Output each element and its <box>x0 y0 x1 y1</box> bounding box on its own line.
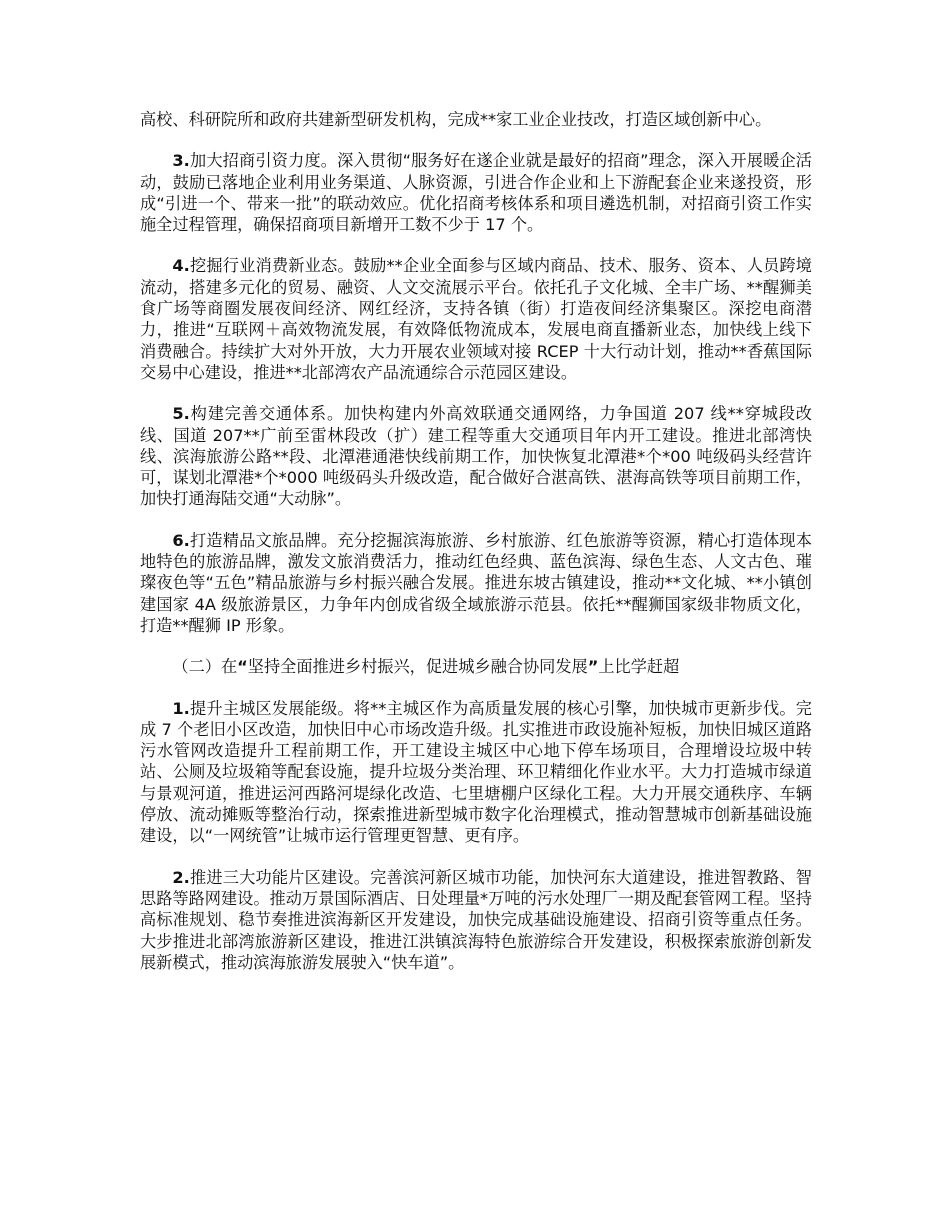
paragraph-text: 构建完善交通体系。加快构建内外高效联通交通网络，力争国道 207 线**穿城段改线、国道 207**广前至雷林段改（扩）建工程等重大交通项目年内开工建设。推进北部湾快线、滨海旅游公路**段、北潭港通港快线前期工作，加快恢复北潭港*个*00 吨级码头经营许可，谋划北潭港*个*000 吨级码头升级改造，配合做好合湛高铁、湛海高铁等项目前期工作，加快打通海陆交通“大动脉”。 <box>140 404 812 509</box>
section-heading-suffix: 上比学赶超 <box>598 657 680 677</box>
paragraph-item-1 <box>140 698 812 847</box>
section-heading-title: 坚持全面推进乡村振兴，促进城乡融合协同发展 <box>247 657 588 677</box>
paragraph-item-6 <box>140 530 812 636</box>
paragraph-continuation <box>140 109 812 130</box>
paragraph-text: 提升主城区发展能级。将**主城区作为高质量发展的核心引擎，加快城市更新步伐。完成 7 个老旧小区改造，加快旧中心市场改造升级。扎实推进市政设施补短板，加快旧城区道路污水管网改造提升工程前期工作，开工建设主城区中心地下停车场项目，合理增设垃圾中转站、公厕及垃圾箱等配套设施，提升垃圾分类治理、环卫精细化作业水平。大力打造城市绿道与景观河道，推进运河西路河堤绿化改造、七里塘棚户区绿化工程。大力开展交通秩序、车辆停放、流动摊贩等整治行动，探索推进新型城市数字化治理模式，推动智慧城市创新基础设施建设，以“一网统管”让城市运行管理更智慧、更有序。 <box>140 698 812 846</box>
section-heading-close-quote: ” <box>587 657 599 677</box>
section-heading-prefix: （二）在 <box>172 657 238 677</box>
paragraph-text: 挖掘行业消费新业态。鼓励**企业全面参与区域内商品、技术、服务、资本、人员跨境流动，搭建多元化的贸易、融资、人文交流展示平台。依托孔子文化城、全丰广场、**醒狮美食广场等商圈发展夜间经济、网红经济，支持各镇（街）打造夜间经济集聚区。深挖电商潜力，推进“互联网＋高效物流发展，有效降低物流成本，发展电商直播新业态，加快线上线下消费融合。持续扩大对外开放，大力开展农业领域对接 RCEP 十大行动计划，推动**香蕉国际交易中心建设，推进**北部湾农产品流通综合示范园区建设。 <box>140 256 812 382</box>
item-number: 6. <box>172 530 190 550</box>
paragraph-text: 打造精品文旅品牌。充分挖掘滨海旅游、乡村旅游、红色旅游等资源，精心打造体现本地特色的旅游品牌，激发文旅消费活力，推动红色经典、蓝色滨海、绿色生态、人文古色、璀璨夜色等“五色”精品旅游与乡村振兴融合发展。推进东坡古镇建设，推动**文化城、**小镇创建国家 4A 级旅游景区，力争年内创成省级全域旅游示范县。依托**醒狮国家级非物质文化，打造**醒狮 IP 形象。 <box>140 530 812 635</box>
paragraph-item-2 <box>140 867 812 973</box>
item-number: 4. <box>172 256 190 276</box>
paragraph-text: 加大招商引资力度。深入贯彻“服务好在遂企业就是最好的招商”理念，深入开展暖企活动，鼓励已落地企业利用业务渠道、人脉资源，引进合作企业和上下游配套企业来遂投资，形成“引进一个、带来一批”的联动效应。优化招商考核体系和项目遴选机制，对招商引资工作实施全过程管理，确保招商项目新增开工数不少于 17 个。 <box>140 151 812 235</box>
item-number: 2. <box>172 867 190 887</box>
item-number: 1. <box>172 698 190 718</box>
item-number: 3. <box>172 151 190 171</box>
paragraph-item-3 <box>140 150 812 235</box>
document-page <box>140 109 812 993</box>
section-heading-open-quote: “ <box>237 657 248 677</box>
paragraph-text: 推进三大功能片区建设。完善滨河新区城市功能，加快河东大道建设，推进智教路、智思路等路网建设。推动万景国际酒店、日处理量*万吨的污水处理厂一期及配套管网工程。坚持高标准规划、稳节奏推进滨海新区开发建设，加快完成基础设施建设、招商引资等重点任务。大步推进北部湾旅游新区建设，推进江洪镇滨海特色旅游综合开发建设，积极探索旅游创新发展新模式，推动滨海旅游发展驶入“快车道”。 <box>140 867 812 972</box>
paragraph-item-4 <box>140 255 812 383</box>
paragraph-item-5 <box>140 403 812 509</box>
item-number: 5. <box>172 404 190 424</box>
section-heading <box>140 656 812 677</box>
paragraph-text: 高校、科研院所和政府共建新型研发机构，完成**家工业企业技改，打造区域创新中心。 <box>140 110 772 129</box>
